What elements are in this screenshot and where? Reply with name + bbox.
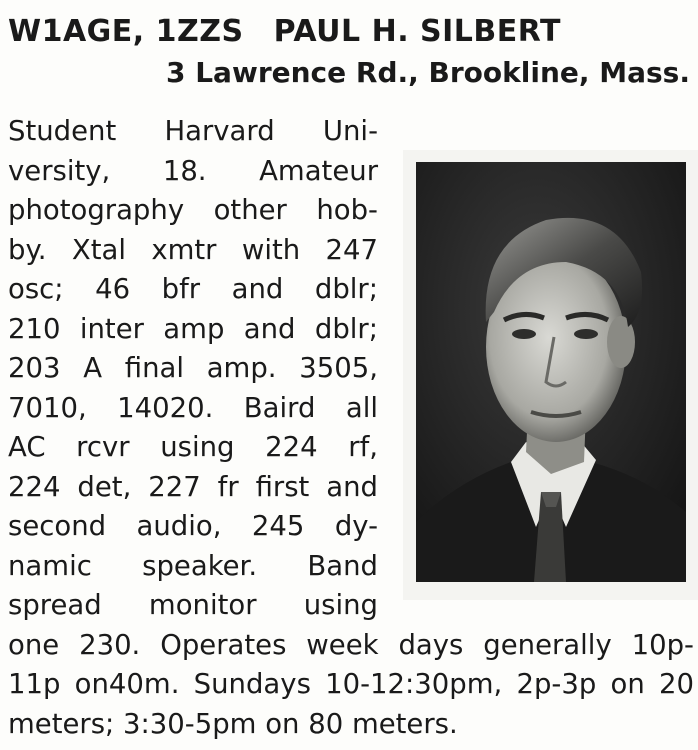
body-line: one 230. Operates week days generally 10p-: [8, 628, 694, 661]
body-line: AC rcvr using 224 rf,: [8, 431, 378, 463]
body-line: photography other hob-: [8, 194, 378, 226]
address: 3 Lawrence Rd., Brookline, Mass.: [165, 56, 690, 89]
body-line: second audio, 245 dy-: [8, 510, 378, 542]
person-name: PAUL H. SILBERT: [273, 14, 561, 49]
body-line: Student Harvard Uni-: [8, 115, 378, 147]
body-line: meters; 3:30-5pm on 80 meters.: [8, 707, 458, 740]
body-line: 224 det, 227 fr first and: [8, 470, 378, 503]
entry-header: [8, 14, 561, 49]
entry-body: [8, 112, 694, 744]
callsigns: W1AGE, 1ZZS: [8, 14, 244, 49]
body-line: spread monitor using: [8, 589, 378, 621]
body-line: 203 A final amp. 3505,: [8, 352, 378, 384]
body-line: osc; 46 bfr and dblr;: [8, 273, 378, 305]
body-line: namic speaker. Band: [8, 549, 378, 582]
body-line: versity, 18. Amateur: [8, 154, 378, 187]
body-line: 210 inter amp and dblr;: [8, 312, 378, 345]
body-line: 11p on40m. Sundays 10-12:30pm, 2p-3p on 20: [8, 668, 694, 700]
body-line: by. Xtal xmtr with 247: [8, 233, 378, 266]
body-line: 7010, 14020. Baird all: [8, 391, 378, 424]
